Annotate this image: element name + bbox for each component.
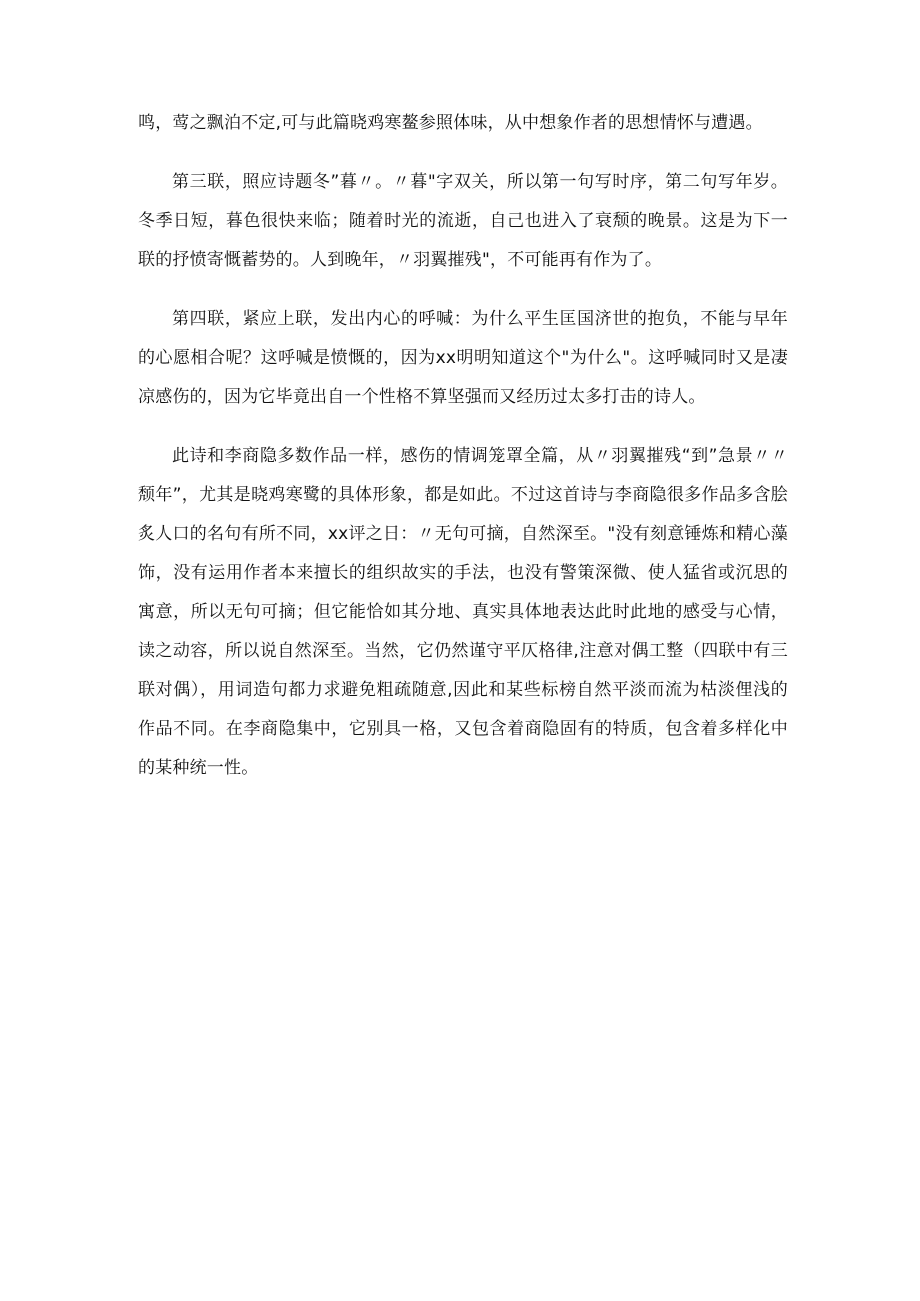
paragraph-1: 鸣，莺之飘泊不定,可与此篇晓鸡寒鳌参照体味，从中想象作者的思想情怀与遭遇。 bbox=[138, 113, 763, 133]
paragraph-4: 此诗和李商隐多数作品一样，感伤的情调笼罩全篇，从〃羽翼摧残“到”急景〃〃颓年”，尤其是晓鸡寒鹭的具体形象，都是如此。不过这首诗与李商隐很多作品多含脍炙人口的名句有所不同，xx评之日：〃无句可摘，自然深至。"没有刻意锤炼和精心藻饰，没有运用作者本来擅长的组织故实的手法，也没有警策深微、使人猛省或沉思的寓意，所以无句可摘；但它能恰如其分地、真实具体地表达此时此地的感受与心情，读之动容，所以说自然深至。当然，它仍然谨守平仄格律,注意对偶工整（四联中有三联对偶），用词造句都力求避免粗疏随意,因此和某些标榜自然平淡而流为枯淡俚浅的作品不同。在李商隐集中，它别具一格，又包含着商隐固有的特质，包含着多样化中的某种统一性。 bbox=[138, 446, 788, 778]
paragraph-3: 第四联，紧应上联，发出内心的呼喊：为什么平生匡国济世的抱负，不能与早年的心愿相合呢？这呼喊是愤慨的，因为xx明明知道这个"为什么"。这呼喊同时又是凄凉感伤的，因为它毕竟出自一个性格不算坚强而又经历过太多打击的诗人。 bbox=[138, 309, 788, 407]
paragraph-2: 第三联，照应诗题冬”暮〃。〃暮"字双关，所以第一句写时序，第二句写年岁。冬季日短，暮色很快来临；随着时光的流逝，自己也进入了衰颓的晚景。这是为下一联的抒愤寄慨蓄势的。人到晚年，〃羽翼摧残"，不可能再有作为了。 bbox=[138, 172, 788, 270]
document-body bbox=[138, 104, 788, 808]
